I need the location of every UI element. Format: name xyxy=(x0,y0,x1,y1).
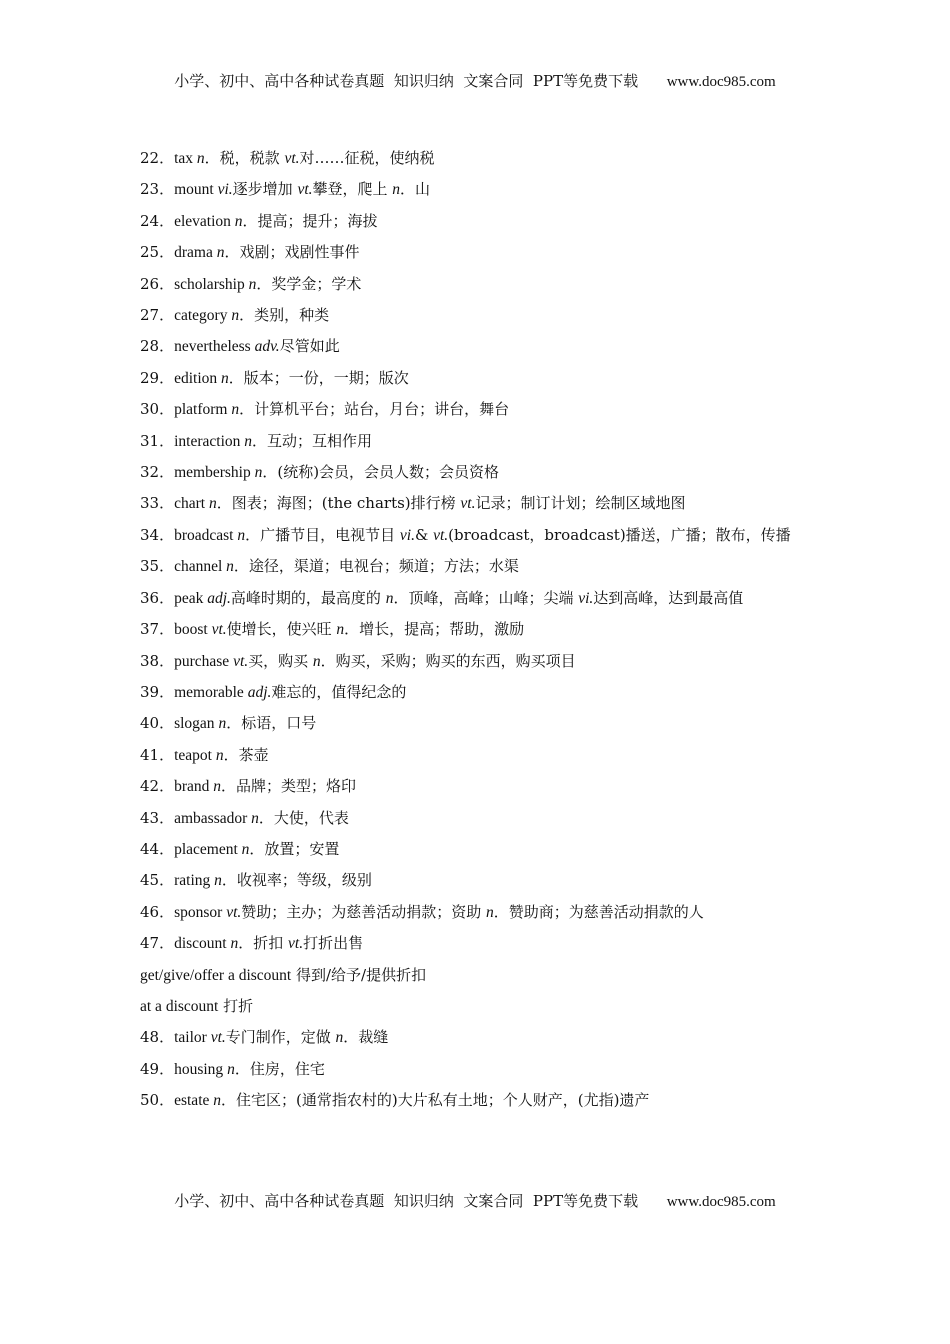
definition-text: 42． xyxy=(140,777,175,796)
part-of-speech: n xyxy=(336,621,345,639)
footer-text: 小学、初中、高中各种试卷真题 知识归纳 文案合同 PPT等免费下载 xyxy=(174,1192,639,1210)
vocab-entry xyxy=(140,426,812,457)
header-url: www.doc985.com xyxy=(666,74,776,90)
headword: elevation xyxy=(174,212,231,230)
part-of-speech: n xyxy=(486,903,494,921)
definition-text: ．标语，口号 xyxy=(226,714,317,733)
definition-text: 29． xyxy=(140,368,175,387)
definition-text: 37． xyxy=(140,620,175,639)
definition-text: ．计算机平台；站台，月台；讲台，舞台 xyxy=(239,400,510,419)
headword: peak xyxy=(174,589,204,607)
definition-text: 难忘的，值得纪念的 xyxy=(271,682,407,701)
definition-text: 23． xyxy=(140,180,175,199)
part-of-speech: n xyxy=(212,244,225,262)
headword: boost xyxy=(174,621,208,639)
vocab-entry xyxy=(140,991,812,1022)
part-of-speech: n xyxy=(193,150,205,167)
part-of-speech: n xyxy=(392,181,401,199)
vocab-entry xyxy=(140,1022,812,1053)
page-header xyxy=(0,70,950,91)
headword: platform xyxy=(174,401,228,419)
part-of-speech: n xyxy=(217,369,229,387)
definition-text: 记录；制订计划；绘制区域地图 xyxy=(475,494,686,513)
part-of-speech: vt. xyxy=(222,903,242,921)
definition-text: 31． xyxy=(140,431,175,450)
part-of-speech: vi. xyxy=(578,589,594,607)
vocab-entry xyxy=(140,1085,812,1116)
definition-text: ．裁缝 xyxy=(343,1028,389,1047)
definition-text: 45． xyxy=(140,871,175,890)
part-of-speech: n xyxy=(223,1060,235,1078)
definition-text: ．途径，渠道；电视台；频道；方法；水渠 xyxy=(233,557,519,576)
vocab-entry xyxy=(140,677,812,708)
definition-text: ．增长，提高；帮助，激励 xyxy=(344,620,525,639)
part-of-speech: vt. xyxy=(284,150,300,167)
definition-text: ．提高；提升；海拔 xyxy=(242,211,378,230)
headword: purchase xyxy=(174,652,230,670)
part-of-speech: adv. xyxy=(250,338,280,356)
definition-text: ．住房，住宅 xyxy=(234,1059,325,1078)
definition-text: 49． xyxy=(140,1059,175,1078)
headword: sponsor xyxy=(174,903,223,921)
vocab-entry xyxy=(140,457,812,488)
vocab-entry xyxy=(140,1054,812,1085)
headword: slogan xyxy=(174,715,215,733)
headword: broadcast xyxy=(174,526,234,544)
header-text: 小学、初中、高中各种试卷真题 知识归纳 文案合同 PPT等免费下载 xyxy=(174,72,639,90)
part-of-speech: vt. xyxy=(433,526,449,544)
part-of-speech: vt. xyxy=(207,621,227,639)
definition-text: 尽管如此 xyxy=(279,337,340,356)
vocab-entry xyxy=(140,143,812,174)
definition-text: 34． xyxy=(140,525,175,544)
vocab-entry xyxy=(140,520,812,551)
vocab-entry xyxy=(140,928,812,959)
headword: mount xyxy=(174,181,214,199)
definition-text: 对……征税，使纳税 xyxy=(299,149,435,167)
footer-url: www.doc985.com xyxy=(666,1194,776,1210)
part-of-speech: n xyxy=(214,715,227,733)
part-of-speech: n xyxy=(230,212,243,230)
definition-text: 30． xyxy=(140,400,175,419)
headword: tax xyxy=(174,150,194,167)
definition-text: ．折扣 xyxy=(238,934,289,953)
part-of-speech: n xyxy=(211,746,224,764)
definition-text: ．互动；互相作用 xyxy=(252,431,373,450)
headword: at a discount xyxy=(140,997,219,1015)
definition-text: 46． xyxy=(140,902,175,921)
headword: drama xyxy=(174,244,213,262)
definition-text: 22． xyxy=(140,149,175,167)
definition-text: 43． xyxy=(140,808,175,827)
definition-text: ．奖学金；学术 xyxy=(256,274,362,293)
headword: chart xyxy=(174,495,206,513)
definition-text: 50． xyxy=(140,1091,175,1110)
part-of-speech: n xyxy=(335,1029,344,1047)
definition-text: & xyxy=(414,525,434,544)
vocab-entry xyxy=(140,488,812,519)
definition-text: 35． xyxy=(140,557,175,576)
part-of-speech: n xyxy=(244,275,257,293)
headword: scholarship xyxy=(174,275,245,293)
definition-text: 48． xyxy=(140,1028,175,1047)
definition-text: ．品牌；类型；烙印 xyxy=(221,777,357,796)
headword: housing xyxy=(174,1060,224,1078)
definition-text: ．购买，采购；购买的东西，购买项目 xyxy=(320,651,576,670)
headword: brand xyxy=(174,778,210,796)
part-of-speech: n xyxy=(227,307,240,325)
definition-text: ．顶峰，高峰；山峰；尖端 xyxy=(393,588,579,607)
headword: edition xyxy=(174,369,218,387)
definition-text: 得到/给予/提供折扣 xyxy=(291,965,427,984)
vocab-entry xyxy=(140,583,812,614)
definition-text: (broadcast，broadcast)播送，广播；散布，传播 xyxy=(448,525,791,544)
part-of-speech: n xyxy=(240,432,252,450)
definition-text: 39． xyxy=(140,682,175,701)
definition-text: ．收视率；等级，级别 xyxy=(221,871,372,890)
definition-text: 打折 xyxy=(218,996,254,1015)
vocab-entry xyxy=(140,614,812,645)
vocabulary-list xyxy=(140,143,812,1117)
vocab-entry xyxy=(140,897,812,928)
part-of-speech: n xyxy=(209,1092,222,1110)
part-of-speech: vt. xyxy=(297,181,313,199)
definition-text: 专门制作，定做 xyxy=(225,1028,336,1047)
definition-text: ．山 xyxy=(400,180,431,199)
part-of-speech: n xyxy=(209,778,222,796)
definition-text: 高峰时期的，最高度的 xyxy=(230,588,386,607)
vocab-entry xyxy=(140,394,812,425)
part-of-speech: n xyxy=(250,464,263,482)
part-of-speech: n xyxy=(210,872,222,890)
definition-text: 44． xyxy=(140,839,175,858)
vocab-entry xyxy=(140,865,812,896)
headword: rating xyxy=(174,872,211,890)
definition-text: 38． xyxy=(140,651,175,670)
vocab-entry xyxy=(140,646,812,677)
definition-text: 打折出售 xyxy=(303,934,364,953)
page-footer xyxy=(0,1190,950,1211)
definition-text: 32． xyxy=(140,463,175,482)
part-of-speech: n xyxy=(247,809,259,827)
vocab-entry xyxy=(140,206,812,237)
definition-text: 赞助；主办；为慈善活动捐款；资助 xyxy=(241,902,487,921)
definition-text: ．(统称)会员，会员人数；会员资格 xyxy=(262,463,500,482)
headword: nevertheless xyxy=(174,338,251,356)
part-of-speech: n xyxy=(385,589,394,607)
definition-text: 攀登，爬上 xyxy=(312,180,393,199)
definition-text: 26． xyxy=(140,274,175,293)
part-of-speech: n xyxy=(233,526,246,544)
definition-text: 47． xyxy=(140,934,175,953)
definition-text: ．戏剧；戏剧性事件 xyxy=(224,243,360,262)
headword: memorable xyxy=(174,683,244,701)
headword: get/give/offer a discount xyxy=(140,966,292,984)
definition-text: ．赞助商；为慈善活动捐款的人 xyxy=(493,902,704,921)
headword: membership xyxy=(174,464,251,482)
part-of-speech: adj. xyxy=(243,683,272,701)
definition-text: 36． xyxy=(140,588,175,607)
definition-text: ．茶壶 xyxy=(223,745,269,764)
definition-text: 达到高峰，达到最高值 xyxy=(593,588,744,607)
part-of-speech: vt. xyxy=(288,935,304,953)
vocab-entry xyxy=(140,363,812,394)
part-of-speech: vt. xyxy=(206,1029,226,1047)
vocab-entry xyxy=(140,803,812,834)
part-of-speech: n xyxy=(237,840,250,858)
part-of-speech: n xyxy=(312,652,321,670)
vocab-entry xyxy=(140,269,812,300)
headword: discount xyxy=(174,935,227,953)
part-of-speech: vt. xyxy=(229,652,249,670)
definition-text: 40． xyxy=(140,714,175,733)
part-of-speech: adj. xyxy=(203,589,231,607)
definition-text: ．图表；海图；(the charts)排行榜 xyxy=(216,494,461,513)
vocab-entry xyxy=(140,771,812,802)
vocab-entry xyxy=(140,740,812,771)
definition-text: 使增长，使兴旺 xyxy=(226,620,337,639)
part-of-speech: n xyxy=(205,495,217,513)
vocab-entry xyxy=(140,331,812,362)
headword: category xyxy=(174,307,228,325)
definition-text: ．住宅区；(通常指农村的)大片私有土地；个人财产，(尤指)遗产 xyxy=(221,1091,650,1110)
part-of-speech: n xyxy=(222,558,234,576)
definition-text: ．类别，种类 xyxy=(239,306,330,325)
part-of-speech: vi. xyxy=(213,181,233,199)
headword: tailor xyxy=(174,1029,207,1047)
headword: placement xyxy=(174,840,238,858)
part-of-speech: vi. xyxy=(399,526,415,544)
headword: interaction xyxy=(174,432,241,450)
definition-text: 24． xyxy=(140,211,175,230)
vocab-entry xyxy=(140,834,812,865)
part-of-speech: n xyxy=(227,401,240,419)
vocab-entry xyxy=(140,708,812,739)
part-of-speech: vt. xyxy=(460,495,476,513)
definition-text: ．放置；安置 xyxy=(249,839,340,858)
definition-text: 买，购买 xyxy=(248,651,313,670)
headword: estate xyxy=(174,1092,210,1110)
definition-text: 27． xyxy=(140,306,175,325)
definition-text: 41． xyxy=(140,745,175,764)
part-of-speech: n xyxy=(226,935,239,953)
definition-text: ．税，税款 xyxy=(204,149,285,167)
headword: ambassador xyxy=(174,809,248,827)
vocab-entry xyxy=(140,551,812,582)
headword: channel xyxy=(174,558,223,576)
definition-text: 25． xyxy=(140,243,175,262)
vocab-entry xyxy=(140,237,812,268)
vocab-entry xyxy=(140,960,812,991)
definition-text: 28． xyxy=(140,337,175,356)
headword: teapot xyxy=(174,746,212,764)
definition-text: 33． xyxy=(140,494,175,513)
definition-text: ．广播节目，电视节目 xyxy=(245,525,400,544)
definition-text: ．大使，代表 xyxy=(258,808,349,827)
definition-text: 逐步增加 xyxy=(232,180,298,199)
vocab-entry xyxy=(140,300,812,331)
vocab-entry xyxy=(140,174,812,205)
definition-text: ．版本；一份，一期；版次 xyxy=(228,368,409,387)
